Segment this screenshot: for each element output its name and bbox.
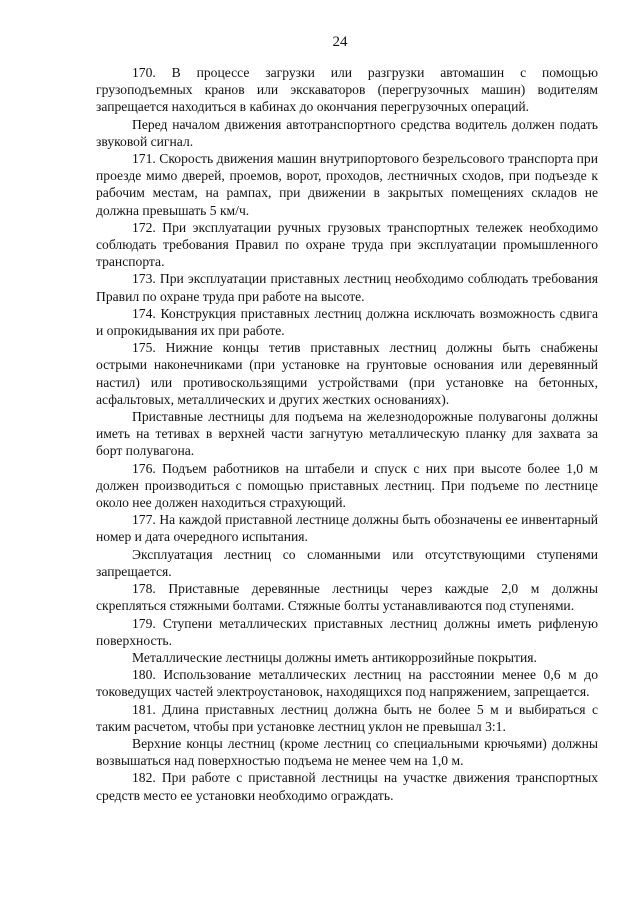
paragraph-180: 180. Использование металлических лестниц на расстоянии менее 0,6 м до токоведущих частей электроустановок, находящихся под напряжением, запрещается. bbox=[96, 667, 598, 700]
document-body bbox=[96, 64, 598, 804]
paragraph-182: 182. При работе с приставной лестницы на участке движения транспортных средств место ее установки необходимо ограждать. bbox=[96, 770, 598, 803]
paragraph-176: 176. Подъем работников на штабели и спуск с них при высоте более 1,0 м должен производиться с помощью приставных лестниц. При подъеме по лестнице около нее должен находиться страхующий. bbox=[96, 460, 598, 511]
paragraph-173: 173. При эксплуатации приставных лестниц необходимо соблюдать требования Правил по охране труда при работе на высоте. bbox=[96, 271, 598, 304]
page-number: 24 bbox=[332, 34, 348, 50]
paragraph-170: 170. В процессе загрузки или разгрузки автомашин с помощью грузоподъемных кранов или экскаваторов (перегрузочных машин) водителям запрещается находиться в кабинах до окончания перегрузочных операций. bbox=[96, 65, 598, 115]
paragraph-181: 181. Длина приставных лестниц должна быть не более 5 м и выбираться с таким расчетом, чтобы при установке лестниц уклон не превышал 3:1. bbox=[96, 701, 598, 734]
paragraph-railcar-ladders: Приставные лестницы для подъема на железнодорожные полувагоны должны иметь на тетивах в верхней части загнутую металлическую планку для захвата за борт полувагона. bbox=[96, 409, 598, 459]
paragraph-signal: Перед началом движения автотранспортного средства водитель должен подать звуковой сигнал. bbox=[96, 116, 598, 149]
paragraph-179: 179. Ступени металлических приставных лестниц должны иметь рифленую поверхность. bbox=[96, 615, 598, 648]
paragraph-177: 177. На каждой приставной лестнице должны быть обозначены ее инвентарный номер и дата очередного испытания. bbox=[96, 512, 598, 545]
paragraph-172: 172. При эксплуатации ручных грузовых транспортных тележек необходимо соблюдать требования Правил по охране труда при эксплуатации промышленного транспорта. bbox=[96, 219, 598, 270]
paragraph-upper-ends: Верхние концы лестниц (кроме лестниц со специальными крючьями) должны возвышаться над поверхностью подъема не менее чем на 1,0 м. bbox=[96, 735, 598, 769]
paragraph-broken-steps: Эксплуатация лестниц со сломанными или отсутствующими ступенями запрещается. bbox=[96, 546, 598, 579]
paragraph-175: 175. Нижние концы тетив приставных лестниц должны быть снабжены острыми наконечниками (при установке на грунтовые основания или деревянный настил) или противоскользящими устройствами (при установке на бетонных, асфальтовых, металлических и других жестких основаниях). bbox=[96, 340, 598, 407]
paragraph-174: 174. Конструкция приставных лестниц должна исключать возможность сдвига и опрокидывания их при работе. bbox=[96, 305, 598, 339]
paragraph-anticorrosion: Металлические лестницы должны иметь антикоррозийные покрытия. bbox=[132, 649, 537, 665]
paragraph-178: 178. Приставные деревянные лестницы через каждые 2,0 м должны скрепляться стяжными болтами. Стяжные болты устанавливаются под ступенями. bbox=[96, 581, 598, 614]
paragraph-171: 171. Скорость движения машин внутрипортового безрельсового транспорта при проезде мимо дверей, проемов, ворот, проходов, лестничных сходов, при подъезде к рабочим местам, на рампах, при движении в закрытых помещениях складов не должна превышать 5 км/ч. bbox=[96, 151, 598, 218]
